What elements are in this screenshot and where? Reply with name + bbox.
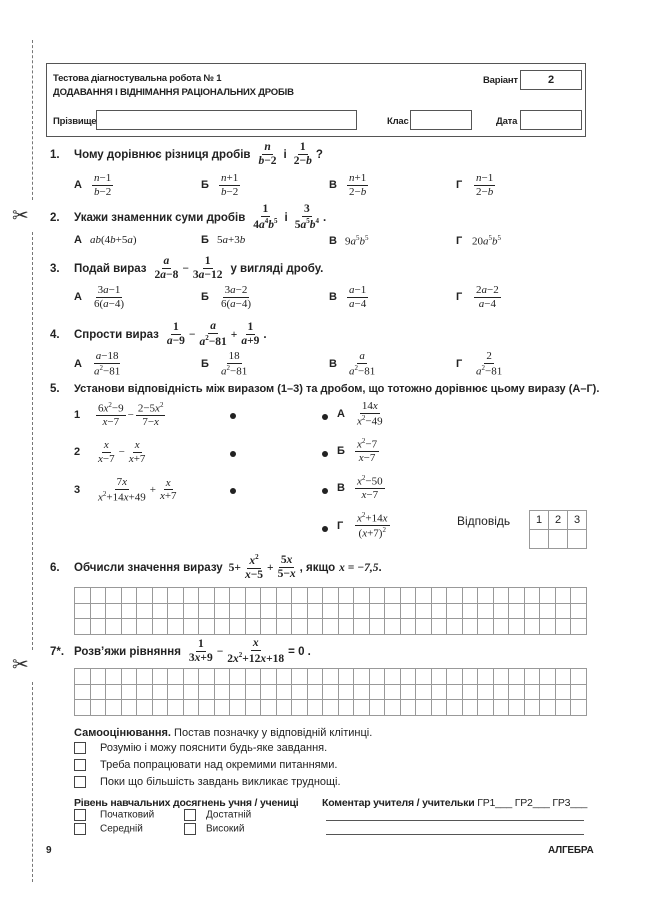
- grid-cell[interactable]: [354, 588, 370, 604]
- grid-cell[interactable]: [509, 669, 525, 685]
- grid-cell[interactable]: [230, 669, 246, 685]
- grid-cell[interactable]: [385, 700, 401, 716]
- grid-cell[interactable]: [571, 588, 587, 604]
- answer-col: 3: [568, 511, 587, 530]
- grid-cell[interactable]: [338, 619, 354, 635]
- grid-cell[interactable]: [106, 619, 122, 635]
- grid-cell[interactable]: [121, 669, 137, 685]
- answer-cell[interactable]: [530, 530, 549, 549]
- grid-cell[interactable]: [106, 684, 122, 700]
- grid-cell[interactable]: [416, 700, 432, 716]
- grid-cell[interactable]: [245, 603, 261, 619]
- grid-cell[interactable]: [199, 619, 215, 635]
- grid-cell[interactable]: [338, 700, 354, 716]
- grid-cell[interactable]: [307, 619, 323, 635]
- grid-cell[interactable]: [400, 588, 416, 604]
- grid-cell[interactable]: [555, 603, 571, 619]
- match-dot[interactable]: [322, 414, 328, 420]
- grid-cell[interactable]: [90, 603, 106, 619]
- grid-cell[interactable]: [447, 588, 463, 604]
- grid-cell[interactable]: [261, 669, 277, 685]
- grid-cell[interactable]: [338, 669, 354, 685]
- grid-cell[interactable]: [493, 619, 509, 635]
- match-dot[interactable]: [322, 526, 328, 532]
- grid-cell[interactable]: [106, 603, 122, 619]
- grid-cell[interactable]: [90, 684, 106, 700]
- option-d[interactable]: Г $20a^5b^5$: [456, 234, 501, 248]
- grid-cell[interactable]: [137, 669, 153, 685]
- grid-cell[interactable]: [524, 619, 540, 635]
- grid-cell[interactable]: [447, 669, 463, 685]
- class-label: Клас: [387, 116, 409, 127]
- match-expr-1: 1 $\frac{6x^2-9}{x-7}$ − $\frac{2-5x^2}{7-x}$: [74, 401, 164, 429]
- grid-cell[interactable]: [214, 700, 230, 716]
- comment-line[interactable]: [326, 834, 584, 835]
- grid-cell[interactable]: [524, 669, 540, 685]
- answer-col: 2: [549, 511, 568, 530]
- grid-cell[interactable]: [555, 684, 571, 700]
- grid-cell[interactable]: [493, 669, 509, 685]
- question-3: 3. Подай вираз $\frac{a}{2a-8}$ − $\frac{1}{3a-12}$ у вигляді дробу.: [50, 255, 324, 282]
- grid-cell[interactable]: [493, 603, 509, 619]
- grid-cell[interactable]: [478, 700, 494, 716]
- grid-cell[interactable]: [245, 619, 261, 635]
- grid-cell[interactable]: [540, 684, 556, 700]
- grid-cell[interactable]: [400, 700, 416, 716]
- checkbox[interactable]: [74, 809, 86, 821]
- option-a[interactable]: А $\frac{n-1}{b-2}$: [74, 172, 112, 198]
- self-item[interactable]: Поки що більшість завдань викликає труднощі.: [74, 776, 341, 788]
- grid-cell[interactable]: [261, 588, 277, 604]
- grid-cell[interactable]: [524, 700, 540, 716]
- self-assessment-title: Самооцінювання. Постав позначку у відповідній клітинці.: [74, 727, 373, 739]
- grid-cell[interactable]: [90, 588, 106, 604]
- grid-cell[interactable]: [168, 684, 184, 700]
- question-4: 4. Спрости вираз $\frac{1}{a-9}$ − $\frac{a}{a^2-81}$ + $\frac{1}{a+9}$ .: [50, 320, 267, 349]
- checkbox[interactable]: [74, 742, 86, 754]
- match-expr-3: 3 $\frac{7x}{x^2+14x+49}$ + $\frac{x}{x+7}$: [74, 476, 177, 504]
- match-option-c: В $\frac{x^2-50}{x-7}$: [337, 474, 383, 502]
- option-b[interactable]: Б 5a+3b: [201, 234, 246, 246]
- grid-cell[interactable]: [199, 700, 215, 716]
- grid-cell[interactable]: [447, 700, 463, 716]
- grid-cell[interactable]: [90, 619, 106, 635]
- grid-cell[interactable]: [323, 669, 339, 685]
- grid-cell[interactable]: [137, 619, 153, 635]
- grid-cell[interactable]: [245, 684, 261, 700]
- grid-cell[interactable]: [493, 684, 509, 700]
- grid-cell[interactable]: [354, 669, 370, 685]
- match-dot[interactable]: [230, 413, 236, 419]
- grid-cell[interactable]: [416, 684, 432, 700]
- grid-cell[interactable]: [509, 603, 525, 619]
- option-c[interactable]: В $9a^5b^5$: [329, 234, 369, 248]
- grid-cell[interactable]: [230, 588, 246, 604]
- match-option-d: Г $\frac{x^2+14x}{(x+7)^2}$: [337, 511, 388, 540]
- grid-cell[interactable]: [509, 684, 525, 700]
- grid-cell[interactable]: [400, 619, 416, 635]
- option-a[interactable]: А $\frac{a-18}{a^2-81}$: [74, 350, 121, 378]
- grid-cell[interactable]: [369, 684, 385, 700]
- grid-cell[interactable]: [369, 603, 385, 619]
- grid-cell[interactable]: [152, 684, 168, 700]
- variant-value: 2: [520, 70, 582, 90]
- grid-cell[interactable]: [462, 700, 478, 716]
- grid-cell[interactable]: [462, 603, 478, 619]
- grid-cell[interactable]: [261, 684, 277, 700]
- test-title: Тестова діагностувальна робота № 1: [53, 73, 222, 84]
- teacher-comment-label: Коментар учителя / учительки ГР1___ ГР2___ ГР3___: [322, 797, 588, 809]
- match-option-b: Б $\frac{x^2-7}{x-7}$: [337, 437, 378, 465]
- grid-cell[interactable]: [416, 588, 432, 604]
- cut-line: [32, 232, 33, 650]
- option-c[interactable]: В $\frac{a-1}{a-4}$: [329, 284, 367, 310]
- question-1: 1. Чому дорівнює різниця дробів $\frac{n}{b-2}$ і $\frac{1}{2-b}$ ?: [50, 141, 323, 168]
- grid-cell[interactable]: [307, 588, 323, 604]
- grid-cell[interactable]: [555, 588, 571, 604]
- cut-line: [32, 682, 33, 882]
- question-7: 7*. Розв’яжи рівняння $\frac{1}{3x+9}$ − $\frac{x}{2x^2+12x+18}$ = 0 .: [50, 637, 311, 666]
- grid-cell[interactable]: [478, 588, 494, 604]
- grid-cell[interactable]: [75, 588, 91, 604]
- grid-cell[interactable]: [90, 669, 106, 685]
- grid-cell[interactable]: [292, 619, 308, 635]
- grid-cell[interactable]: [106, 669, 122, 685]
- grid-cell[interactable]: [121, 684, 137, 700]
- grid-cell[interactable]: [168, 588, 184, 604]
- variant-label: Варіант: [483, 75, 518, 86]
- grid-cell[interactable]: [540, 588, 556, 604]
- date-field[interactable]: [520, 110, 582, 130]
- option-a[interactable]: А $\frac{3a-1}{6(a-4)}$: [74, 284, 125, 310]
- grid-cell[interactable]: [462, 669, 478, 685]
- level-item[interactable]: Високий: [184, 823, 244, 835]
- grid-cell[interactable]: [199, 603, 215, 619]
- grid-cell[interactable]: [323, 588, 339, 604]
- match-expr-2: 2 $\frac{x}{x-7}$ − $\frac{x}{x+7}$: [74, 439, 146, 465]
- grid-cell[interactable]: [292, 588, 308, 604]
- option-d[interactable]: Г $\frac{n-1}{2-b}$: [456, 172, 494, 198]
- grid-cell[interactable]: [137, 684, 153, 700]
- grid-cell[interactable]: [230, 700, 246, 716]
- option-d[interactable]: Г $\frac{2a-2}{a-4}$: [456, 284, 499, 310]
- grid-cell[interactable]: [369, 619, 385, 635]
- grid-cell[interactable]: [478, 669, 494, 685]
- grid-cell[interactable]: [183, 603, 199, 619]
- grid-cell[interactable]: [276, 619, 292, 635]
- grid-cell[interactable]: [571, 669, 587, 685]
- grid-cell[interactable]: [199, 669, 215, 685]
- option-b[interactable]: Б $\frac{18}{a^2-81}$: [201, 350, 248, 378]
- class-field[interactable]: [410, 110, 472, 130]
- levels-heading: Рівень навчальних досягнень учня / учениці: [74, 797, 299, 809]
- grid-cell[interactable]: [524, 588, 540, 604]
- grid-cell[interactable]: [431, 684, 447, 700]
- grid-cell[interactable]: [338, 684, 354, 700]
- checkbox[interactable]: [74, 823, 86, 835]
- comment-line[interactable]: [326, 820, 584, 821]
- grid-cell[interactable]: [462, 684, 478, 700]
- level-item[interactable]: Початковий: [74, 809, 154, 821]
- grid-cell[interactable]: [152, 619, 168, 635]
- grid-cell[interactable]: [276, 684, 292, 700]
- date-label: Дата: [496, 116, 518, 127]
- cut-line: [32, 40, 33, 200]
- grid-cell[interactable]: [493, 700, 509, 716]
- answer-cell[interactable]: [549, 530, 568, 549]
- match-dot[interactable]: [230, 451, 236, 457]
- grid-cell[interactable]: [214, 603, 230, 619]
- grid-cell[interactable]: [447, 684, 463, 700]
- grid-cell[interactable]: [462, 619, 478, 635]
- grid-cell[interactable]: [447, 603, 463, 619]
- grid-cell[interactable]: [292, 700, 308, 716]
- grid-cell[interactable]: [230, 603, 246, 619]
- grid-cell[interactable]: [431, 619, 447, 635]
- grid-cell[interactable]: [152, 603, 168, 619]
- grid-cell[interactable]: [168, 669, 184, 685]
- grid-cell[interactable]: [323, 619, 339, 635]
- grid-cell[interactable]: [478, 603, 494, 619]
- grid-cell[interactable]: [199, 684, 215, 700]
- grid-cell[interactable]: [214, 684, 230, 700]
- match-option-a: А $\frac{14x}{x^2-49}$: [337, 400, 383, 428]
- checkbox[interactable]: [74, 759, 86, 771]
- grid-cell[interactable]: [183, 684, 199, 700]
- grid-cell[interactable]: [152, 669, 168, 685]
- grid-cell[interactable]: [493, 588, 509, 604]
- grid-cell[interactable]: [571, 700, 587, 716]
- grid-cell[interactable]: [338, 588, 354, 604]
- grid-cell[interactable]: [307, 669, 323, 685]
- grid-cell[interactable]: [323, 684, 339, 700]
- grid-cell[interactable]: [369, 700, 385, 716]
- answer-table[interactable]: [529, 510, 587, 549]
- grid-cell[interactable]: [571, 619, 587, 635]
- grid-cell[interactable]: [555, 669, 571, 685]
- grid-cell[interactable]: [152, 588, 168, 604]
- grid-cell[interactable]: [307, 603, 323, 619]
- grid-cell[interactable]: [90, 700, 106, 716]
- grid-cell[interactable]: [431, 588, 447, 604]
- grid-cell[interactable]: [121, 603, 137, 619]
- grid-cell[interactable]: [540, 700, 556, 716]
- grid-cell[interactable]: [462, 588, 478, 604]
- grid-cell[interactable]: [214, 619, 230, 635]
- scissors-icon: ✂: [12, 652, 29, 676]
- grid-cell[interactable]: [354, 603, 370, 619]
- surname-field[interactable]: [96, 110, 357, 130]
- header-box: [46, 63, 586, 137]
- grid-cell[interactable]: [431, 700, 447, 716]
- option-c[interactable]: В $\frac{a}{a^2-81}$: [329, 350, 376, 378]
- grid-cell[interactable]: [261, 603, 277, 619]
- grid-cell[interactable]: [245, 700, 261, 716]
- grid-cell[interactable]: [354, 619, 370, 635]
- grid-cell[interactable]: [323, 700, 339, 716]
- grid-cell[interactable]: [276, 700, 292, 716]
- answer-col: 1: [530, 511, 549, 530]
- grid-cell[interactable]: [354, 684, 370, 700]
- grid-cell[interactable]: [168, 603, 184, 619]
- grid-cell[interactable]: [385, 619, 401, 635]
- grid-cell[interactable]: [478, 619, 494, 635]
- option-b[interactable]: Б $\frac{3a-2}{6(a-4)}$: [201, 284, 252, 310]
- grid-cell[interactable]: [431, 603, 447, 619]
- grid-cell[interactable]: [509, 619, 525, 635]
- grid-cell[interactable]: [540, 619, 556, 635]
- question-6: 6. Обчисли значення виразу 5+ $\frac{x^2}{x-5}$ + $\frac{5x}{5-x}$ , якщо x = −7,5 .: [50, 553, 382, 582]
- grid-cell[interactable]: [261, 619, 277, 635]
- answer-cell[interactable]: [568, 530, 587, 549]
- option-b[interactable]: Б $\frac{n+1}{b-2}$: [201, 172, 239, 198]
- grid-cell[interactable]: [385, 588, 401, 604]
- grid-cell[interactable]: [292, 684, 308, 700]
- grid-cell[interactable]: [369, 669, 385, 685]
- option-a[interactable]: А ab(4b+5a): [74, 234, 137, 246]
- grid-cell[interactable]: [199, 588, 215, 604]
- grid-cell[interactable]: [540, 603, 556, 619]
- grid-cell[interactable]: [416, 619, 432, 635]
- level-item[interactable]: Середній: [74, 823, 143, 835]
- grid-cell[interactable]: [106, 700, 122, 716]
- grid-cell[interactable]: [276, 603, 292, 619]
- grid-cell[interactable]: [183, 700, 199, 716]
- grid-cell[interactable]: [385, 684, 401, 700]
- grid-cell[interactable]: [416, 603, 432, 619]
- grid-cell[interactable]: [338, 603, 354, 619]
- grid-cell[interactable]: [276, 669, 292, 685]
- grid-cell[interactable]: [152, 700, 168, 716]
- grid-cell[interactable]: [276, 588, 292, 604]
- grid-cell[interactable]: [230, 619, 246, 635]
- grid-cell[interactable]: [121, 619, 137, 635]
- surname-label: Прізвище: [53, 116, 97, 127]
- grid-cell[interactable]: [214, 588, 230, 604]
- grid-cell[interactable]: [431, 669, 447, 685]
- grid-cell[interactable]: [385, 669, 401, 685]
- answer-grid[interactable]: [74, 668, 587, 716]
- level-item[interactable]: Достатній: [184, 809, 251, 821]
- grid-cell[interactable]: [524, 684, 540, 700]
- grid-cell[interactable]: [183, 669, 199, 685]
- match-dot[interactable]: [322, 488, 328, 494]
- checkbox[interactable]: [184, 809, 196, 821]
- grid-cell[interactable]: [571, 603, 587, 619]
- grid-cell[interactable]: [400, 684, 416, 700]
- grid-cell[interactable]: [307, 684, 323, 700]
- grid-cell[interactable]: [509, 700, 525, 716]
- grid-cell[interactable]: [416, 669, 432, 685]
- grid-cell[interactable]: [292, 603, 308, 619]
- grid-cell[interactable]: [75, 619, 91, 635]
- answer-grid[interactable]: [74, 587, 587, 635]
- grid-cell[interactable]: [245, 588, 261, 604]
- self-item[interactable]: Розумію і можу пояснити будь-яке завдання.: [74, 742, 327, 754]
- grid-cell[interactable]: [385, 603, 401, 619]
- grid-cell[interactable]: [230, 684, 246, 700]
- grid-cell[interactable]: [137, 603, 153, 619]
- grid-cell[interactable]: [183, 619, 199, 635]
- grid-cell[interactable]: [540, 669, 556, 685]
- grid-cell[interactable]: [447, 619, 463, 635]
- grid-cell[interactable]: [121, 700, 137, 716]
- grid-cell[interactable]: [323, 603, 339, 619]
- grid-cell[interactable]: [168, 700, 184, 716]
- match-dot[interactable]: [230, 488, 236, 494]
- grid-cell[interactable]: [555, 619, 571, 635]
- grid-cell[interactable]: [137, 700, 153, 716]
- grid-cell[interactable]: [168, 619, 184, 635]
- grid-cell[interactable]: [75, 669, 91, 685]
- self-item[interactable]: Треба попрацювати над окремими питаннями.: [74, 759, 337, 771]
- grid-cell[interactable]: [400, 603, 416, 619]
- checkbox[interactable]: [184, 823, 196, 835]
- grid-cell[interactable]: [214, 669, 230, 685]
- question-2: 2. Укажи знаменник суми дробів $\frac{1}{4a^4b^5}$ і $\frac{3}{5a^5b^4}$ .: [50, 203, 327, 232]
- grid-cell[interactable]: [524, 603, 540, 619]
- grid-cell[interactable]: [478, 684, 494, 700]
- grid-cell[interactable]: [245, 669, 261, 685]
- page-number: 9: [46, 845, 52, 856]
- grid-cell[interactable]: [75, 684, 91, 700]
- grid-cell[interactable]: [75, 603, 91, 619]
- option-c[interactable]: В $\frac{n+1}{2-b}$: [329, 172, 367, 198]
- grid-cell[interactable]: [292, 669, 308, 685]
- test-subtitle: ДОДАВАННЯ І ВІДНІМАННЯ РАЦІОНАЛЬНИХ ДРОБІВ: [53, 87, 294, 98]
- grid-cell[interactable]: [400, 669, 416, 685]
- grid-cell[interactable]: [106, 588, 122, 604]
- question-5: 5. Установи відповідність між виразом (1–3) та дробом, що тотожно дорівнює цьому виразу (А–Г).: [50, 383, 600, 395]
- answer-label: Відповідь: [457, 514, 511, 528]
- grid-cell[interactable]: [261, 700, 277, 716]
- subject-name: АЛГЕБРА: [548, 845, 594, 856]
- grid-cell[interactable]: [509, 588, 525, 604]
- grid-cell[interactable]: [137, 588, 153, 604]
- match-dot[interactable]: [322, 451, 328, 457]
- grid-cell[interactable]: [307, 700, 323, 716]
- option-d[interactable]: Г $\frac{2}{a^2-81}$: [456, 350, 503, 378]
- grid-cell[interactable]: [121, 588, 137, 604]
- grid-cell[interactable]: [555, 700, 571, 716]
- checkbox[interactable]: [74, 776, 86, 788]
- grid-cell[interactable]: [571, 684, 587, 700]
- grid-cell[interactable]: [183, 588, 199, 604]
- grid-cell[interactable]: [354, 700, 370, 716]
- grid-cell[interactable]: [75, 700, 91, 716]
- grid-cell[interactable]: [369, 588, 385, 604]
- scissors-icon: ✂: [12, 203, 29, 227]
